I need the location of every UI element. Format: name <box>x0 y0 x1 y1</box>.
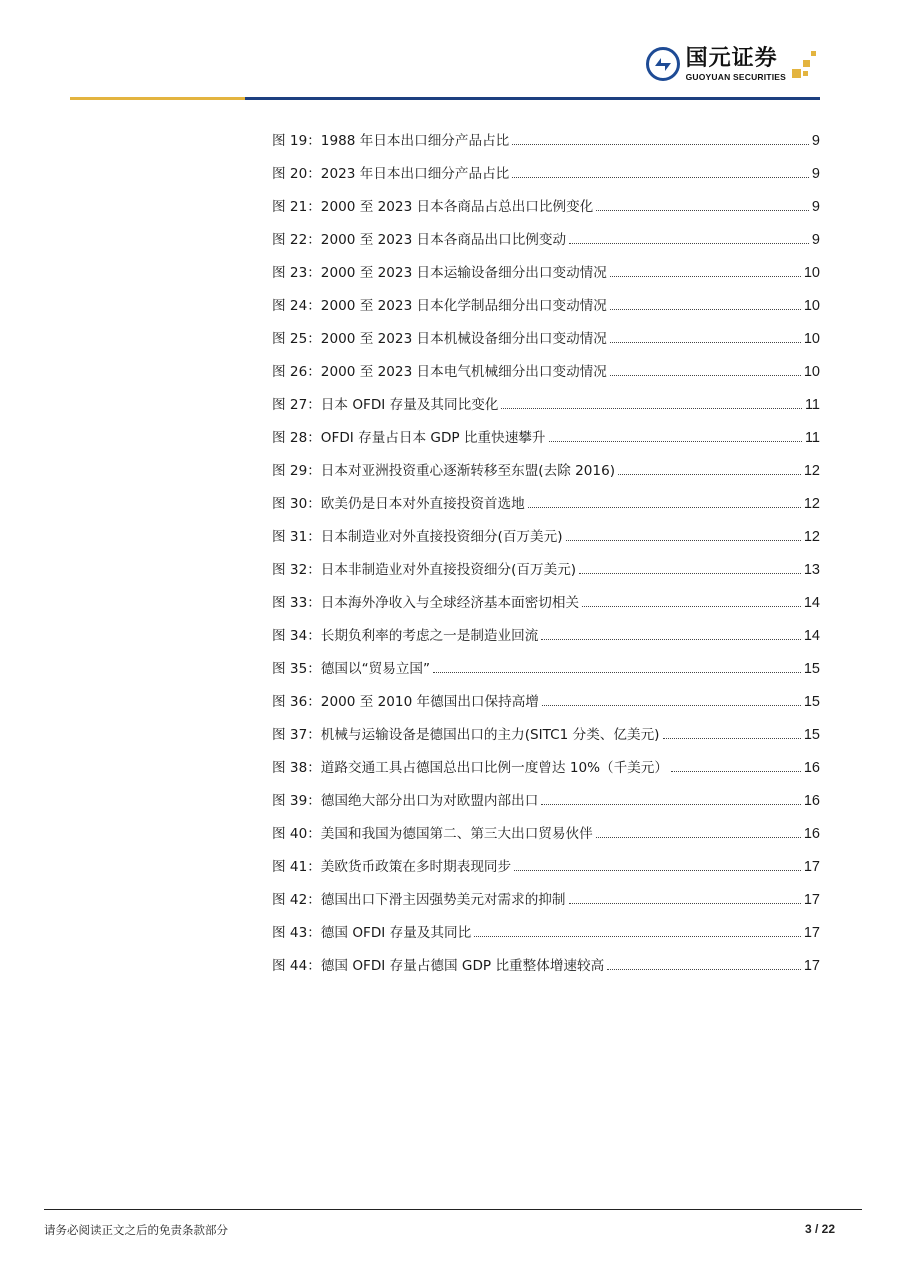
toc-entry[interactable] <box>272 425 820 458</box>
toc-entry-label: 图 24：2000 至 2023 日本化学制品细分出口变动情况 <box>272 298 607 314</box>
toc-entry-page: 9 <box>811 199 820 215</box>
toc-entry-label: 图 37：机械与运输设备是德国出口的主力(SITC1 分类、亿美元) <box>272 727 660 743</box>
toc-entry[interactable] <box>272 854 820 887</box>
toc-entry[interactable] <box>272 161 820 194</box>
toc-entry[interactable] <box>272 491 820 524</box>
toc-entry[interactable] <box>272 656 820 689</box>
toc-entry[interactable] <box>272 887 820 920</box>
toc-entry-label: 图 35：德国以“贸易立国” <box>272 661 431 677</box>
toc-entry-label: 图 22：2000 至 2023 日本各商品出口比例变动 <box>272 232 567 248</box>
toc-dot-leader <box>512 176 809 178</box>
toc-entry-page: 12 <box>803 529 820 545</box>
toc-entry-label: 图 23：2000 至 2023 日本运输设备细分出口变动情况 <box>272 265 607 281</box>
toc-dot-leader <box>596 836 801 838</box>
toc-entry-label: 图 36：2000 至 2010 年德国出口保持高增 <box>272 694 539 710</box>
toc-entry[interactable] <box>272 821 820 854</box>
toc-dot-leader <box>610 374 801 376</box>
toc-entry-label: 图 31：日本制造业对外直接投资细分(百万美元) <box>272 529 563 545</box>
toc-entry[interactable] <box>272 260 820 293</box>
toc-entry-page: 14 <box>803 595 820 611</box>
logo-english-name: GUOYUAN SECURITIES <box>685 71 786 82</box>
toc-entry-label: 图 32：日本非制造业对外直接投资细分(百万美元) <box>272 562 577 578</box>
toc-dot-leader <box>579 572 801 574</box>
toc-dot-leader <box>541 803 801 805</box>
toc-entry-page: 9 <box>811 133 820 149</box>
toc-dot-leader <box>501 407 802 409</box>
header-rule-gold <box>70 97 245 100</box>
toc-entry-page: 16 <box>803 760 820 776</box>
company-logo <box>646 44 818 84</box>
toc-entry-label: 图 28：OFDI 存量占日本 GDP 比重快速攀升 <box>272 430 546 446</box>
logo-chinese-name: 国元证券 <box>685 45 778 71</box>
footer-disclaimer: 请务必阅读正文之后的免责条款部分 <box>44 1223 228 1237</box>
toc-entry[interactable] <box>272 623 820 656</box>
toc-entry[interactable] <box>272 755 820 788</box>
toc-entry[interactable] <box>272 392 820 425</box>
toc-dot-leader <box>569 242 809 244</box>
toc-dot-leader <box>542 704 801 706</box>
toc-entry[interactable] <box>272 590 820 623</box>
header-rule-blue <box>245 97 820 100</box>
toc-entry-page: 9 <box>811 166 820 182</box>
toc-entry-page: 15 <box>803 727 820 743</box>
toc-entry-page: 16 <box>803 826 820 842</box>
toc-entry-page: 17 <box>803 892 820 908</box>
toc-entry-label: 图 41：美欧货币政策在多时期表现同步 <box>272 859 512 875</box>
toc-entry[interactable] <box>272 227 820 260</box>
toc-entry-page: 14 <box>803 628 820 644</box>
toc-entry-page: 10 <box>803 364 820 380</box>
footer-rule <box>44 1209 862 1210</box>
toc-entry-page: 11 <box>804 430 820 446</box>
toc-entry-page: 11 <box>804 397 820 413</box>
toc-dot-leader <box>663 737 801 739</box>
toc-entry[interactable] <box>272 293 820 326</box>
toc-entry[interactable] <box>272 359 820 392</box>
toc-entry[interactable] <box>272 326 820 359</box>
toc-dot-leader <box>549 440 802 442</box>
toc-entry-label: 图 27：日本 OFDI 存量及其同比变化 <box>272 397 499 413</box>
figure-index-list <box>272 128 820 986</box>
toc-entry[interactable] <box>272 524 820 557</box>
toc-dot-leader <box>610 341 801 343</box>
toc-entry-label: 图 21：2000 至 2023 日本各商品占总出口比例变化 <box>272 199 594 215</box>
toc-entry-page: 16 <box>803 793 820 809</box>
guoyuan-logo-icon <box>646 47 680 81</box>
toc-entry[interactable] <box>272 788 820 821</box>
toc-entry-page: 17 <box>803 925 820 941</box>
toc-dot-leader <box>582 605 801 607</box>
toc-entry-label: 图 42：德国出口下滑主因强势美元对需求的抑制 <box>272 892 566 908</box>
toc-entry-page: 17 <box>803 958 820 974</box>
toc-dot-leader <box>541 638 801 640</box>
toc-entry-label: 图 44：德国 OFDI 存量占德国 GDP 比重整体增速较高 <box>272 958 605 974</box>
toc-entry-page: 12 <box>803 463 820 479</box>
toc-entry-label: 图 30：欧美仍是日本对外直接投资首选地 <box>272 496 525 512</box>
toc-entry-page: 12 <box>803 496 820 512</box>
toc-entry[interactable] <box>272 557 820 590</box>
page-number: 3 / 22 <box>804 1222 835 1236</box>
toc-entry-page: 15 <box>803 694 820 710</box>
toc-entry-label: 图 33：日本海外净收入与全球经济基本面密切相关 <box>272 595 580 611</box>
toc-dot-leader <box>512 143 809 145</box>
toc-entry-page: 10 <box>803 265 820 281</box>
toc-dot-leader <box>607 968 801 970</box>
toc-entry[interactable] <box>272 689 820 722</box>
toc-dot-leader <box>610 275 801 277</box>
toc-dot-leader <box>474 935 801 937</box>
toc-entry[interactable] <box>272 953 820 986</box>
toc-entry[interactable] <box>272 194 820 227</box>
toc-entry-label: 图 26：2000 至 2023 日本电气机械细分出口变动情况 <box>272 364 607 380</box>
toc-dot-leader <box>566 539 801 541</box>
toc-entry-page: 10 <box>803 298 820 314</box>
toc-dot-leader <box>514 869 801 871</box>
toc-entry-page: 10 <box>803 331 820 347</box>
toc-entry[interactable] <box>272 920 820 953</box>
toc-dot-leader <box>569 902 801 904</box>
toc-entry[interactable] <box>272 722 820 755</box>
toc-entry-page: 9 <box>811 232 820 248</box>
toc-entry-label: 图 20：2023 年日本出口细分产品占比 <box>272 166 510 182</box>
toc-entry[interactable] <box>272 128 820 161</box>
toc-dot-leader <box>610 308 801 310</box>
toc-entry-label: 图 29：日本对亚洲投资重心逐渐转移至东盟(去除 2016) <box>272 463 616 479</box>
toc-dot-leader <box>433 671 801 673</box>
toc-dot-leader <box>596 209 809 211</box>
toc-entry[interactable] <box>272 458 820 491</box>
toc-entry-label: 图 19：1988 年日本出口细分产品占比 <box>272 133 510 149</box>
toc-entry-label: 图 43：德国 OFDI 存量及其同比 <box>272 925 472 941</box>
toc-dot-leader <box>618 473 801 475</box>
toc-dot-leader <box>671 770 801 772</box>
toc-entry-label: 图 38：道路交通工具占德国总出口比例一度曾达 10%（千美元） <box>272 760 668 776</box>
toc-entry-label: 图 40：美国和我国为德国第二、第三大出口贸易伙伴 <box>272 826 593 842</box>
toc-entry-page: 17 <box>803 859 820 875</box>
toc-dot-leader <box>528 506 801 508</box>
toc-entry-page: 13 <box>803 562 820 578</box>
toc-entry-label: 图 34：长期负利率的考虑之一是制造业回流 <box>272 628 539 644</box>
toc-entry-label: 图 25：2000 至 2023 日本机械设备细分出口变动情况 <box>272 331 607 347</box>
toc-entry-page: 15 <box>803 661 820 677</box>
toc-entry-label: 图 39：德国绝大部分出口为对欧盟内部出口 <box>272 793 539 809</box>
logo-decoration-icon <box>790 47 818 81</box>
